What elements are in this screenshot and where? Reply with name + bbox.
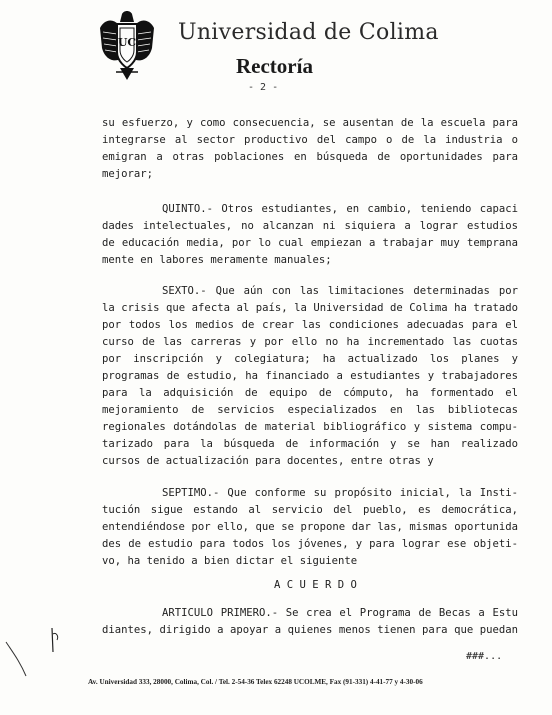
- page-number: - 2 -: [248, 82, 279, 93]
- handwritten-margin-mark: [0, 600, 80, 700]
- body-line: su esfuerzo, y como consecuencia, se ausentan de la escuela para: [102, 117, 518, 129]
- body-line: QUINTO.- Otros estudiantes, en cambio, teniendo capaci: [162, 203, 518, 215]
- body-line: ARTICULO PRIMERO.- Se crea el Programa de Becas a Estu: [162, 607, 518, 619]
- body-line: por todos los medios de crear las condiciones adecuadas para el: [102, 319, 518, 331]
- body-line: entendiéndose por ello, que se propone dar las, mismas oportunida: [102, 521, 518, 533]
- body-line: por inscripción y colegiatura; ha actualizado los planes y: [102, 353, 518, 365]
- body-line: tución sigue estando al servicio del pueblo, es democrática,: [102, 504, 518, 516]
- body-line: integrarse al sector productivo del campo o de la industria o: [102, 134, 518, 146]
- body-line: SEPTIMO.- Que conforme su propósito inicial, la Insti-: [162, 487, 518, 499]
- body-line: dades intelectuales, no alcanzan ni siquiera a lograr estudios: [102, 220, 518, 232]
- body-line: mejorar;: [102, 168, 154, 180]
- body-line: tarizado para la búsqueda de información y se han realizado: [102, 438, 518, 450]
- body-line: mente en labores meramente manuales;: [102, 254, 332, 266]
- body-line: des de estudio para todos los jóvenes, y para lograr ese objeti-: [102, 538, 518, 550]
- body-line: curso de las carreras y por ello no ha incrementado las cuotas: [102, 336, 518, 348]
- body-line: para la adquisición de equipo de cómputo, ha formentado el: [102, 387, 518, 399]
- body-line: emigran a otras poblaciones en búsqueda de oportunidades para: [102, 151, 518, 163]
- office-title: Rectoría: [236, 54, 313, 78]
- body-line: de educación media, por lo cual empiezan a trabajar muy temprana: [102, 237, 518, 249]
- continuation-marker: ###...: [466, 651, 503, 662]
- footer-address: Av. Universidad 333, 28000, Colima, Col. / Tel. 2-54-36 Telex 62248 UCOLME, Fax (91-331) 4-41-77 y 4-30-06: [88, 678, 423, 686]
- svg-text:UC: UC: [117, 36, 137, 49]
- body-line: programas de estudio, ha financiado a estudiantes y trabajadores: [102, 370, 518, 382]
- university-eagle-shield-logo: [96, 10, 158, 82]
- body-line: cursos de actualización para docentes, entre otras y: [102, 455, 434, 467]
- body-line: A C U E R D O: [274, 579, 357, 591]
- body-line: regionales dotándolas de material bibliográfico y sistema compu-: [102, 421, 518, 433]
- university-name: Universidad de Colima: [178, 20, 439, 45]
- body-line: diantes, dirigido a apoyar a quienes menos tienen para que puedan: [102, 624, 518, 636]
- body-line: SEXTO.- Que aún con las limitaciones determinadas por: [162, 285, 518, 297]
- body-line: la crisis que afecta al país, la Universidad de Colima ha tratado: [102, 302, 518, 314]
- body-line: vo, ha tenido a bien dictar el siguiente: [102, 555, 358, 567]
- body-line: mejoramiento de servicios especializados en las bibliotecas: [102, 404, 518, 416]
